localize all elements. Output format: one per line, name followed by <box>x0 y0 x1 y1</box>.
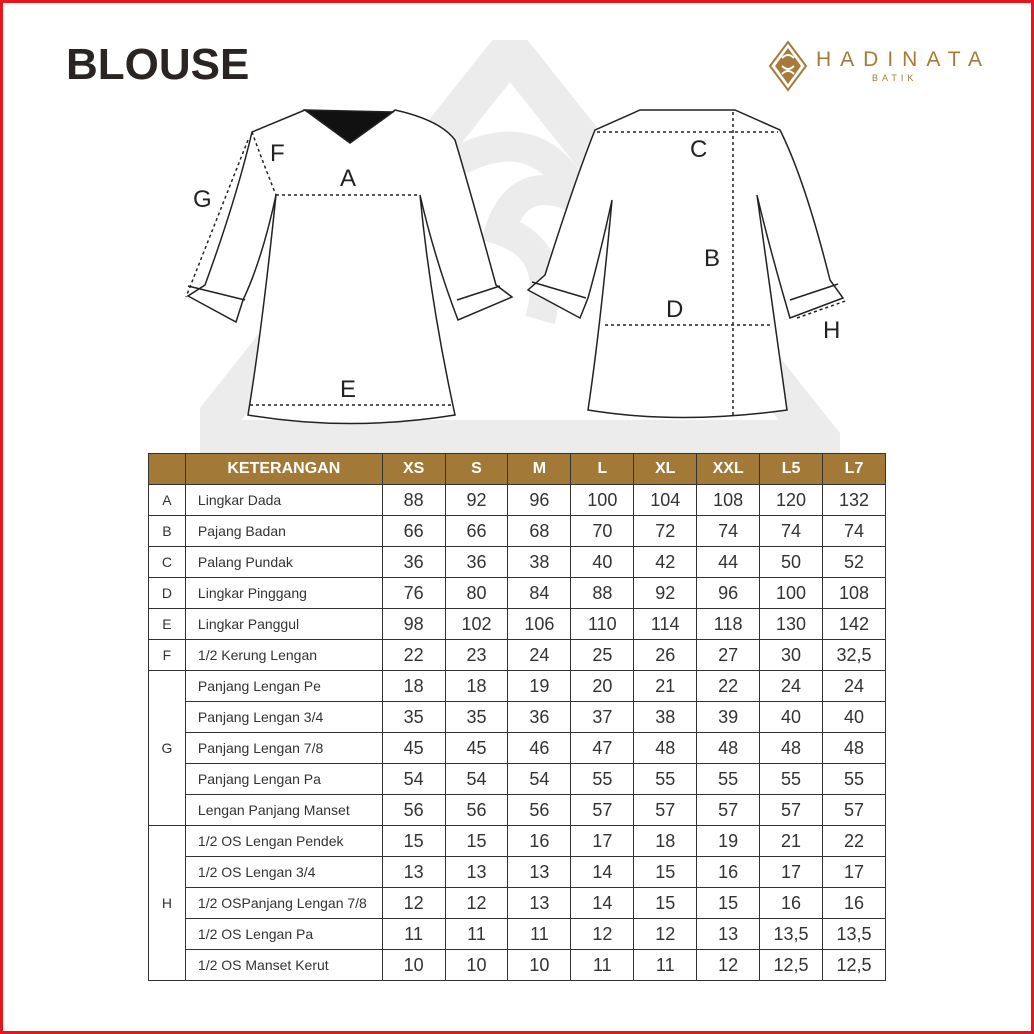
table-row <box>149 640 886 671</box>
measure-label: Panjang Lengan 3/4 <box>185 702 382 733</box>
size-value: 118 <box>697 609 760 640</box>
size-value: 102 <box>445 609 508 640</box>
garment-diagram <box>0 0 1034 450</box>
measure-letter: A <box>149 485 186 516</box>
size-value: 108 <box>697 485 760 516</box>
table-row <box>149 733 886 764</box>
measure-label: Pajang Badan <box>185 516 382 547</box>
size-value: 12 <box>571 919 634 950</box>
label-g: G <box>193 186 212 213</box>
size-value: 76 <box>382 578 445 609</box>
size-value: 21 <box>634 671 697 702</box>
size-value: 11 <box>382 919 445 950</box>
label-f: F <box>270 140 285 167</box>
size-value: 14 <box>571 857 634 888</box>
size-value: 17 <box>571 826 634 857</box>
size-value: 48 <box>634 733 697 764</box>
size-value: 70 <box>571 516 634 547</box>
size-value: 21 <box>760 826 823 857</box>
size-value: 92 <box>445 485 508 516</box>
size-value: 40 <box>571 547 634 578</box>
size-value: 48 <box>823 733 886 764</box>
size-value: 55 <box>571 764 634 795</box>
size-value: 18 <box>382 671 445 702</box>
size-value: 11 <box>445 919 508 950</box>
size-value: 12 <box>445 888 508 919</box>
size-value: 10 <box>382 950 445 981</box>
label-e: E <box>340 376 357 403</box>
measure-label: Panjang Lengan Pe <box>185 671 382 702</box>
table-row <box>149 547 886 578</box>
size-value: 10 <box>508 950 571 981</box>
label-a: A <box>340 165 357 192</box>
size-value: 12 <box>697 950 760 981</box>
size-value: 100 <box>571 485 634 516</box>
size-value: 24 <box>760 671 823 702</box>
size-value: 80 <box>445 578 508 609</box>
size-value: 44 <box>697 547 760 578</box>
measure-label: 1/2 OS Lengan Pendek <box>185 826 382 857</box>
size-value: 15 <box>382 826 445 857</box>
size-value: 52 <box>823 547 886 578</box>
table-row <box>149 764 886 795</box>
size-value: 17 <box>823 857 886 888</box>
size-value: 30 <box>760 640 823 671</box>
size-value: 68 <box>508 516 571 547</box>
size-value: 12 <box>634 919 697 950</box>
size-value: 55 <box>697 764 760 795</box>
size-value: 13,5 <box>760 919 823 950</box>
measure-label: Lengan Panjang Manset <box>185 795 382 826</box>
measure-label: 1/2 OS Lengan 3/4 <box>185 857 382 888</box>
size-value: 22 <box>697 671 760 702</box>
brand-name: HADINATA <box>816 48 992 71</box>
size-value: 37 <box>571 702 634 733</box>
size-value: 57 <box>634 795 697 826</box>
size-value: 18 <box>634 826 697 857</box>
size-value: 56 <box>445 795 508 826</box>
size-value: 38 <box>634 702 697 733</box>
size-value: 72 <box>634 516 697 547</box>
size-value: 92 <box>634 578 697 609</box>
column-header: L5 <box>760 454 823 485</box>
size-value: 106 <box>508 609 571 640</box>
page-title: BLOUSE <box>66 40 250 89</box>
table-row <box>149 888 886 919</box>
table-row <box>149 950 886 981</box>
size-value: 38 <box>508 547 571 578</box>
size-value: 42 <box>634 547 697 578</box>
size-value: 13 <box>697 919 760 950</box>
column-header: KETERANGAN <box>185 454 382 485</box>
measure-letter: G <box>149 671 186 826</box>
size-value: 110 <box>571 609 634 640</box>
size-value: 132 <box>823 485 886 516</box>
size-value: 48 <box>760 733 823 764</box>
measure-letter: C <box>149 547 186 578</box>
size-value: 104 <box>634 485 697 516</box>
size-value: 142 <box>823 609 886 640</box>
size-value: 57 <box>823 795 886 826</box>
size-value: 74 <box>760 516 823 547</box>
size-value: 32,5 <box>823 640 886 671</box>
size-value: 114 <box>634 609 697 640</box>
measure-label: 1/2 OS Manset Kerut <box>185 950 382 981</box>
size-value: 130 <box>760 609 823 640</box>
size-value: 55 <box>634 764 697 795</box>
size-value: 36 <box>382 547 445 578</box>
size-value: 57 <box>571 795 634 826</box>
size-value: 96 <box>697 578 760 609</box>
table-row <box>149 609 886 640</box>
size-value: 16 <box>508 826 571 857</box>
column-header: XS <box>382 454 445 485</box>
size-value: 25 <box>571 640 634 671</box>
table-row <box>149 702 886 733</box>
measure-label: 1/2 OSPanjang Lengan 7/8 <box>185 888 382 919</box>
size-value: 36 <box>445 547 508 578</box>
size-value: 55 <box>823 764 886 795</box>
size-value: 26 <box>634 640 697 671</box>
measure-label: Lingkar Pinggang <box>185 578 382 609</box>
column-header: L <box>571 454 634 485</box>
size-value: 98 <box>382 609 445 640</box>
measure-letter: H <box>149 826 186 981</box>
measure-letter: B <box>149 516 186 547</box>
size-chart-table <box>148 453 886 981</box>
size-value: 46 <box>508 733 571 764</box>
size-value: 15 <box>634 857 697 888</box>
size-value: 88 <box>571 578 634 609</box>
measure-letter: F <box>149 640 186 671</box>
measure-label: Panjang Lengan Pa <box>185 764 382 795</box>
measure-letter: E <box>149 609 186 640</box>
size-value: 108 <box>823 578 886 609</box>
table-row <box>149 919 886 950</box>
size-value: 39 <box>697 702 760 733</box>
size-value: 16 <box>760 888 823 919</box>
size-value: 54 <box>382 764 445 795</box>
size-value: 45 <box>445 733 508 764</box>
size-value: 96 <box>508 485 571 516</box>
size-value: 17 <box>760 857 823 888</box>
label-b: B <box>704 245 721 272</box>
label-d: D <box>666 296 684 323</box>
size-value: 88 <box>382 485 445 516</box>
size-value: 11 <box>571 950 634 981</box>
table-row <box>149 671 886 702</box>
measure-letter: D <box>149 578 186 609</box>
table-row <box>149 795 886 826</box>
size-value: 16 <box>697 857 760 888</box>
size-value: 15 <box>634 888 697 919</box>
size-value: 40 <box>760 702 823 733</box>
size-value: 74 <box>823 516 886 547</box>
column-header: S <box>445 454 508 485</box>
brand-sub: BATIK <box>872 73 918 83</box>
size-value: 23 <box>445 640 508 671</box>
size-value: 12 <box>382 888 445 919</box>
table-header-row <box>149 454 886 485</box>
size-value: 27 <box>697 640 760 671</box>
table-row <box>149 578 886 609</box>
table-row <box>149 826 886 857</box>
size-value: 100 <box>760 578 823 609</box>
size-value: 74 <box>697 516 760 547</box>
column-header: XXL <box>697 454 760 485</box>
size-value: 54 <box>445 764 508 795</box>
size-value: 40 <box>823 702 886 733</box>
size-value: 15 <box>445 826 508 857</box>
size-value: 35 <box>445 702 508 733</box>
back-view <box>528 110 848 418</box>
measure-label: 1/2 OS Lengan Pa <box>185 919 382 950</box>
column-header <box>149 454 186 485</box>
size-value: 19 <box>697 826 760 857</box>
size-value: 13 <box>508 888 571 919</box>
size-value: 55 <box>760 764 823 795</box>
size-value: 13,5 <box>823 919 886 950</box>
table-row <box>149 516 886 547</box>
table-row <box>149 857 886 888</box>
size-value: 57 <box>697 795 760 826</box>
size-value: 24 <box>508 640 571 671</box>
column-header: L7 <box>823 454 886 485</box>
measure-label: Lingkar Dada <box>185 485 382 516</box>
size-value: 54 <box>508 764 571 795</box>
size-value: 12,5 <box>760 950 823 981</box>
size-value: 22 <box>382 640 445 671</box>
size-value: 13 <box>445 857 508 888</box>
size-value: 48 <box>697 733 760 764</box>
size-value: 13 <box>508 857 571 888</box>
size-value: 66 <box>382 516 445 547</box>
size-value: 120 <box>760 485 823 516</box>
size-value: 11 <box>634 950 697 981</box>
size-value: 57 <box>760 795 823 826</box>
size-value: 14 <box>571 888 634 919</box>
size-value: 50 <box>760 547 823 578</box>
size-value: 13 <box>382 857 445 888</box>
measure-label: Lingkar Panggul <box>185 609 382 640</box>
size-value: 11 <box>508 919 571 950</box>
size-value: 84 <box>508 578 571 609</box>
measure-label: Panjang Lengan 7/8 <box>185 733 382 764</box>
size-value: 56 <box>508 795 571 826</box>
size-value: 19 <box>508 671 571 702</box>
size-value: 10 <box>445 950 508 981</box>
table-row <box>149 485 886 516</box>
size-value: 45 <box>382 733 445 764</box>
size-value: 16 <box>823 888 886 919</box>
size-value: 66 <box>445 516 508 547</box>
size-value: 24 <box>823 671 886 702</box>
size-value: 56 <box>382 795 445 826</box>
size-value: 35 <box>382 702 445 733</box>
measure-label: Palang Pundak <box>185 547 382 578</box>
size-value: 12,5 <box>823 950 886 981</box>
column-header: XL <box>634 454 697 485</box>
measure-label: 1/2 Kerung Lengan <box>185 640 382 671</box>
label-c: C <box>690 136 708 163</box>
size-value: 18 <box>445 671 508 702</box>
column-header: M <box>508 454 571 485</box>
label-h: H <box>823 317 841 344</box>
size-value: 20 <box>571 671 634 702</box>
size-value: 22 <box>823 826 886 857</box>
size-value: 15 <box>697 888 760 919</box>
size-value: 36 <box>508 702 571 733</box>
size-value: 47 <box>571 733 634 764</box>
